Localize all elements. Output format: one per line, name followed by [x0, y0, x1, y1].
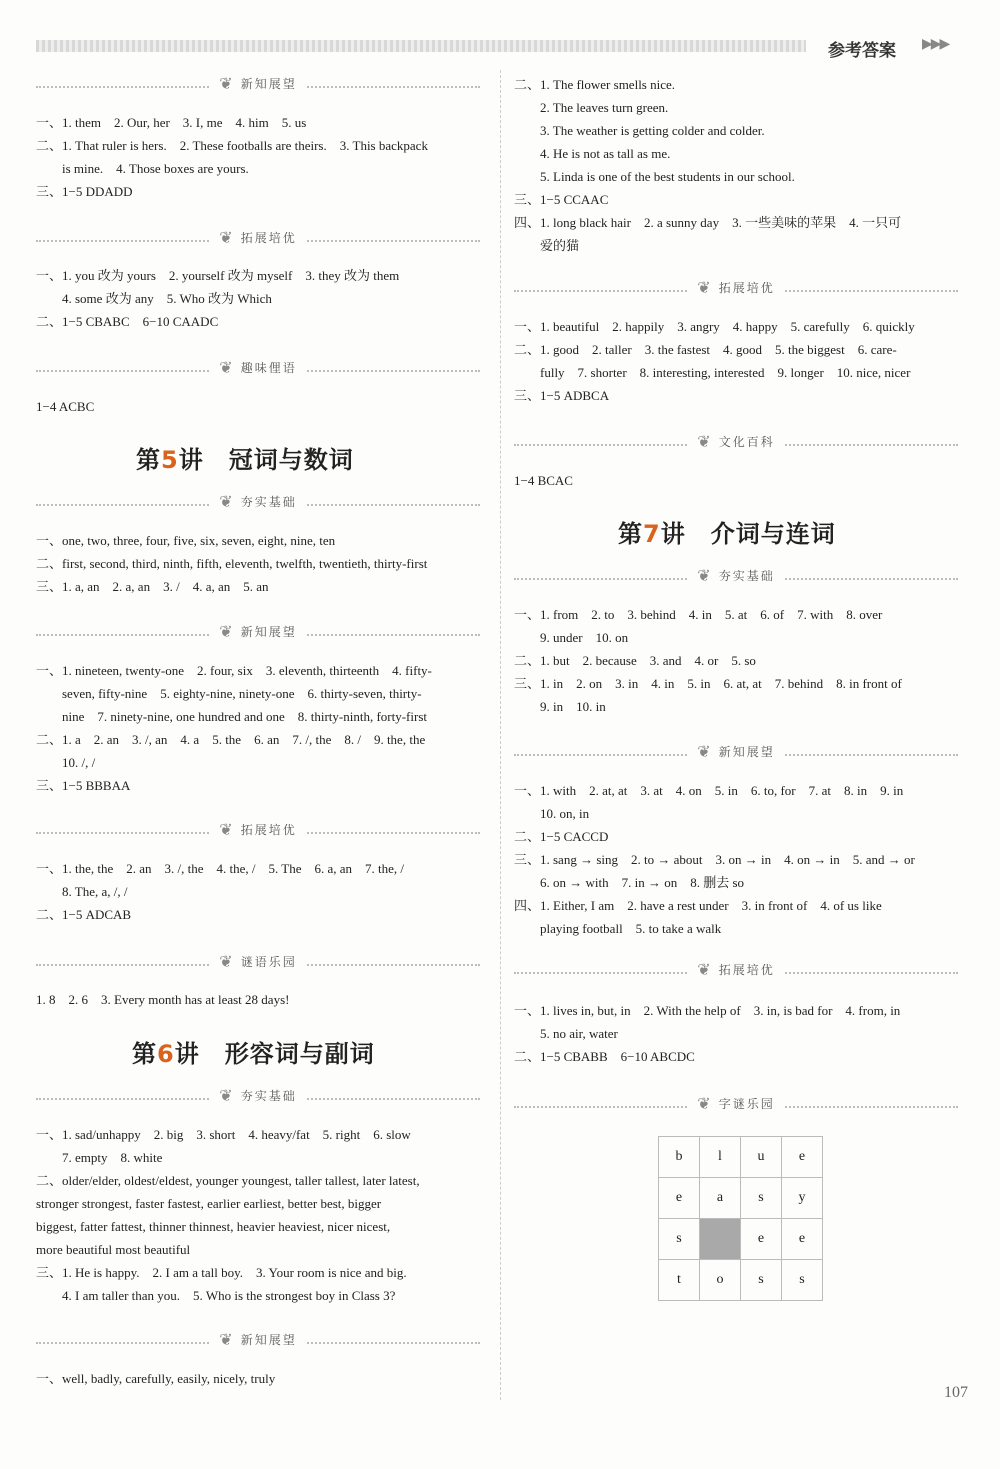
answer-line: 二、1. a 2. an 3. /, an 4. a 5. the 6. an 7. /, the 8. / 9. the, the	[36, 732, 426, 747]
section-header: ❦ 新知展望	[514, 740, 958, 770]
leaf-icon: ❦	[697, 432, 713, 451]
word-puzzle-grid	[658, 1136, 823, 1301]
answer-line: 三、1. in 2. on 3. in 4. in 5. in 6. at, at 7. behind 8. in front of	[514, 676, 902, 691]
answer-line: 一、1. with 2. at, at 3. at 4. on 5. in 6. to, for 7. at 8. in 9. in	[514, 783, 904, 798]
column-divider	[500, 70, 501, 1400]
answer-line: 3. The weather is getting colder and colder.	[540, 123, 765, 138]
section-header: ❦ 拓展培优	[36, 818, 480, 848]
answer-line: 5. Linda is one of the best students in our school.	[540, 169, 795, 184]
grid-cell: e	[741, 1219, 782, 1260]
bird-icon: ❦	[219, 820, 235, 839]
answer-line: 7. empty 8. white	[62, 1150, 163, 1165]
grid-cell: s	[659, 1219, 700, 1260]
lesson-title: 第5讲 冠词与数词	[136, 446, 354, 474]
header-bar	[36, 40, 806, 52]
answer-line: is mine. 4. Those boxes are yours.	[62, 161, 249, 176]
answer-line: 四、1. long black hair 2. a sunny day 3. 一些美味的苹果 4. 一只可	[514, 215, 902, 230]
answer-line: 三、1. a, an 2. a, an 3. / 4. a, an 5. an	[36, 579, 269, 594]
grid-cell: l	[700, 1137, 741, 1178]
answer-line: 一、one, two, three, four, five, six, seven, eight, nine, ten	[36, 533, 336, 548]
answer-line: 一、1. the, the 2. an 3. /, the 4. the, / 5. The 6. a, an 7. the, /	[36, 861, 405, 876]
answer-line: 一、1. beautiful 2. happily 3. angry 4. happy 5. carefully 6. quickly	[514, 319, 915, 334]
answer-line: 三、1. sang → sing 2. to → about 3. on → in 4. on → in 5. and → or	[514, 852, 915, 867]
section-header: ❦ 谜语乐园	[36, 950, 480, 980]
grid-cell: e	[782, 1219, 823, 1260]
basket-icon: ❦	[219, 1086, 235, 1105]
answer-line: 爱的猫	[540, 238, 580, 253]
lesson-title: 第6讲 形容词与副词	[132, 1040, 375, 1068]
leaf-icon: ❦	[219, 1330, 235, 1349]
answer-line: biggest, fatter fattest, thinner thinnest, heavier heaviest, nicer nicest,	[36, 1219, 391, 1234]
section-header: ❦ 字谜乐园	[514, 1092, 958, 1122]
answer-line: 6. on → with 7. in → on 8. 删去 so	[540, 875, 745, 890]
page-number: 107	[944, 1384, 968, 1401]
section-header: ❦ 夯实基础	[36, 490, 480, 520]
bird-icon: ❦	[697, 278, 713, 297]
answer-line: 一、1. them 2. Our, her 3. I, me 4. him 5. us	[36, 115, 307, 130]
answer-line: 二、1−5 CACCD	[514, 829, 609, 844]
answer-line: 4. some 改为 any 5. Who 改为 Which	[62, 291, 272, 306]
answer-line: 三、1−5 DDADD	[36, 184, 133, 199]
section-header: ❦ 夯实基础	[36, 1084, 480, 1114]
answer-line: 一、1. nineteen, twenty-one 2. four, six 3. eleventh, thirteenth 4. fifty-	[36, 663, 432, 678]
answer-line: 二、1. That ruler is hers. 2. These footballs are theirs. 3. This backpack	[36, 138, 428, 153]
answer-line: 二、older/elder, oldest/eldest, younger youngest, taller tallest, later latest,	[36, 1173, 420, 1188]
grid-cell: a	[700, 1178, 741, 1219]
grid-cell: e	[659, 1178, 700, 1219]
answer-line: 4. I am taller than you. 5. Who is the strongest boy in Class 3?	[62, 1288, 396, 1303]
answer-line: 5. no air, water	[540, 1026, 618, 1041]
answer-line: playing football 5. to take a walk	[540, 921, 722, 936]
answer-line: 1−4 ACBC	[36, 399, 95, 414]
page-header-title: 参考答案	[828, 41, 896, 61]
answer-line: 二、1−5 CBABC 6−10 CAADC	[36, 314, 219, 329]
leaf-icon: ❦	[219, 74, 235, 93]
section-header: ❦ 新知展望	[36, 1328, 480, 1358]
answer-line: 一、1. lives in, but, in 2. With the help of 3. in, is bad for 4. from, in	[514, 1003, 901, 1018]
lesson-title: 第7讲 介词与连词	[618, 520, 836, 548]
answer-line: 1−4 BCAC	[514, 473, 573, 488]
section-header: ❦ 文化百科	[514, 430, 958, 460]
section-header: ❦ 拓展培优	[514, 276, 958, 306]
section-header: ❦ 夯实基础	[514, 564, 958, 594]
header-arrows-icon: ▶▶▶	[922, 37, 949, 52]
answer-line: fully 7. shorter 8. interesting, interested 9. longer 10. nice, nicer	[540, 365, 911, 380]
grid-cell-shaded	[700, 1219, 741, 1260]
section-header: ❦ 趣味俚语	[36, 356, 480, 386]
answer-line: 8. The, a, /, /	[62, 884, 128, 899]
answer-line: 二、1−5 CBABB 6−10 ABCDC	[514, 1049, 695, 1064]
answer-line: 一、1. sad/unhappy 2. big 3. short 4. heavy/fat 5. right 6. slow	[36, 1127, 411, 1142]
answer-line: 1. 8 2. 6 3. Every month has at least 28 days!	[36, 992, 290, 1007]
answer-line: seven, fifty-nine 5. eighty-nine, ninety-one 6. thirty-seven, thirty-	[62, 686, 422, 701]
answer-line: stronger strongest, faster fastest, earlier earliest, better best, bigger	[36, 1196, 382, 1211]
answer-line: 10. on, in	[540, 806, 590, 821]
leaf-icon: ❦	[697, 1094, 713, 1113]
grid-cell: s	[782, 1260, 823, 1301]
leaf-icon: ❦	[697, 742, 713, 761]
answer-line: 10. /, /	[62, 755, 96, 770]
answer-line: more beautiful most beautiful	[36, 1242, 191, 1257]
answer-line: 二、first, second, third, ninth, fifth, eleventh, twelfth, twentieth, thirty-first	[36, 556, 428, 571]
answer-line: 一、1. you 改为 yours 2. yourself 改为 myself 3. they 改为 them	[36, 268, 400, 283]
answer-line: 四、1. Either, I am 2. have a rest under 3. in front of 4. of us like	[514, 898, 882, 913]
section-header: ❦ 新知展望	[36, 72, 480, 102]
answer-line: 2. The leaves turn green.	[540, 100, 669, 115]
basket-icon: ❦	[697, 566, 713, 585]
answer-line: 9. in 10. in	[540, 699, 606, 714]
answer-line: 一、well, badly, carefully, easily, nicely, truly	[36, 1371, 276, 1386]
answer-line: 4. He is not as tall as me.	[540, 146, 671, 161]
answer-line: 一、1. from 2. to 3. behind 4. in 5. at 6. of 7. with 8. over	[514, 607, 883, 622]
section-header: ❦ 拓展培优	[514, 958, 958, 988]
grid-cell: y	[782, 1178, 823, 1219]
section-header: ❦ 新知展望	[36, 620, 480, 650]
grid-cell: u	[741, 1137, 782, 1178]
leaf-icon: ❦	[219, 358, 235, 377]
leaf-icon: ❦	[219, 622, 235, 641]
answer-line: 9. under 10. on	[540, 630, 629, 645]
section-header: ❦ 拓展培优	[36, 226, 480, 256]
answer-line: 二、1. The flower smells nice.	[514, 77, 676, 92]
answer-line: 二、1. good 2. taller 3. the fastest 4. good 5. the biggest 6. care-	[514, 342, 897, 357]
answer-line: 三、1−5 CCAAC	[514, 192, 609, 207]
grid-cell: o	[700, 1260, 741, 1301]
grid-cell: s	[741, 1260, 782, 1301]
basket-icon: ❦	[219, 492, 235, 511]
grid-cell: s	[741, 1178, 782, 1219]
grid-cell: e	[782, 1137, 823, 1178]
bird-icon: ❦	[697, 960, 713, 979]
answer-line: 二、1. but 2. because 3. and 4. or 5. so	[514, 653, 756, 668]
answer-line: 二、1−5 ADCAB	[36, 907, 132, 922]
answer-line: 三、1−5 BBBAA	[36, 778, 131, 793]
bird-icon: ❦	[219, 228, 235, 247]
answer-line: 三、1. He is happy. 2. I am a tall boy. 3. Your room is nice and big.	[36, 1265, 407, 1280]
answer-line: nine 7. ninety-nine, one hundred and one 8. thirty-ninth, forty-first	[62, 709, 428, 724]
answer-line: 三、1−5 ADBCA	[514, 388, 610, 403]
grid-cell: t	[659, 1260, 700, 1301]
leaf-icon: ❦	[219, 952, 235, 971]
grid-cell: b	[659, 1137, 700, 1178]
